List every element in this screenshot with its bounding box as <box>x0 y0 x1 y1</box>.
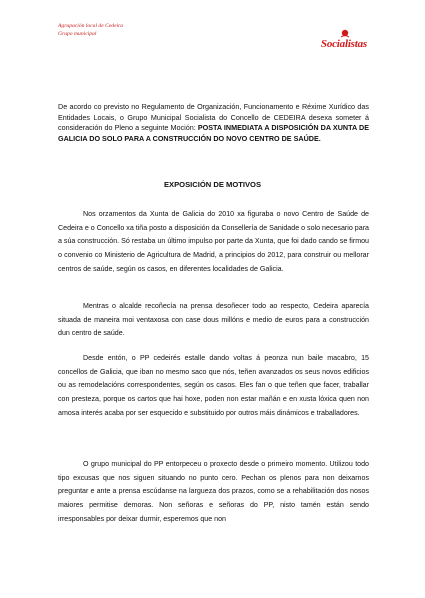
socialistas-logo <box>321 38 367 50</box>
motion-title: POSTA INMEDIATA A DISPOSICIÓN DA XUNTA DE GALICIA DO SOLO PARA A CONSTRUCCIÓN DO NOVO CENTRO DE SAÚDE. <box>58 123 369 144</box>
group-name-line2: Grupo municipal <box>58 31 97 37</box>
rose-icon <box>339 29 351 39</box>
body-paragraph-3: Desde entón, o PP cedeirés estalle dando voltas á peonza nun baile macabro, 15 concellos de Galicia, que iban no mesmo saco que nós, teñen avanzados os seus novos edificios ou as remodelacións correspondentes, según os casos. Eles fan o que teñen que facer, traballar con presteza, porque os cartos que hai hoxe, poden non estar mañán e en xusta lóxica quen non amosa interés acaba por ser esquecido e substituido por outros máis dinámicos e traballadores. <box>58 354 369 417</box>
intro-text: De acordo co previsto no Regulamento de Organización, Funcionamento e Réxime Xurídico das Entidades Locais, o Grupo Municipal Socialista do Concello de CEDEIRA desexa someter á consideración do Pleno a seguinte Moción: <box>58 102 369 133</box>
group-header <box>58 22 123 38</box>
intro-paragraph <box>58 102 369 145</box>
group-name-line1: Agrupación local de Cedeira <box>58 23 124 29</box>
body-paragraph-2: Mentras o alcalde recoñecía na prensa desoñecer todo ao respecto, Cedeira aparecía situada de maneira moi ventaxosa con case dous millóns e medio de euros para a construcción dun centro de saúde. <box>58 302 369 338</box>
logo-text: Socialistas <box>320 38 367 50</box>
body-paragraph-1: Nos orzamentos da Xunta de Galicia do 2010 xa figuraba o novo Centro de Saúde de Cedeira e o Concello xa tiña posto a disposición da Consellería de Sanidade o solo necesario para a súa construcción. Só restaba un último impulso por parte da Xunta, que foi dado cando se firmou o convenio co Ministerio de Agricultura de Madrid, a principios do 2012, para construir ou mellorar centros de saúde, según os casos, en diferentes localidades de Galicia. <box>58 210 369 273</box>
section-title: EXPOSICIÓN DE MOTIVOS <box>163 180 262 189</box>
body-paragraph-4: O grupo municipal do PP entorpeceu o proxecto desde o primeiro momento. Utilizou todo tipo excusas que nos siguen situando no punto cero. Pechan os plenos para non deixarnos preguntar e ante a prensa escúdanse na largueza dos prazos, como se a rehabilitación dos nosos maiores permitise demoras. Non señoras e señoras do PP, nisto tamén están sendo irresponsables por deixar durmir, esperemos que non <box>58 460 369 523</box>
